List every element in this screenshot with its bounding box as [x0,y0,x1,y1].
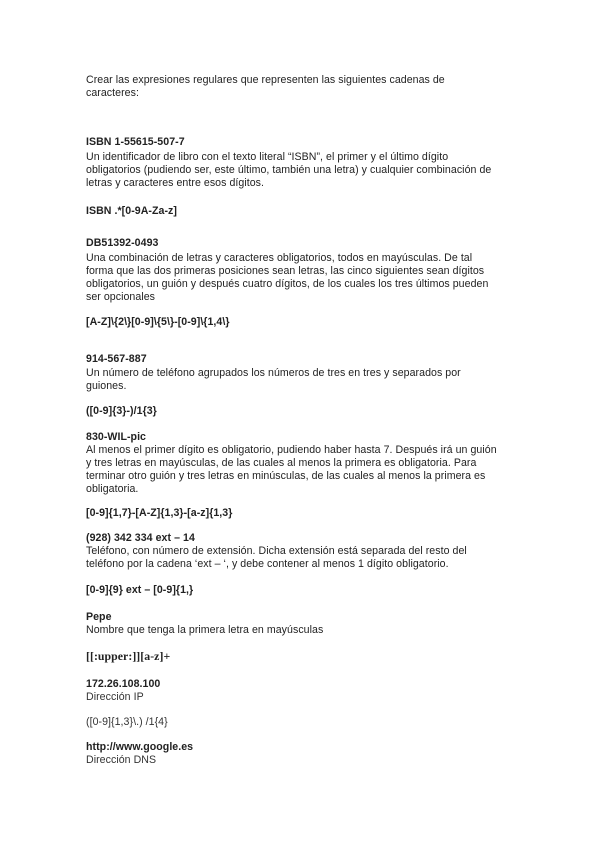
example-title: http://www.google.es [86,741,194,753]
example-description: terminar otro guión y tres letras en minúsculas, de las cuales al menos la primera es [86,470,486,482]
example-description: Una combinación de letras y caracteres obligatorios, todos en mayúsculas. De tal [86,252,473,264]
regex-answer: [0-9]{9} ext – [0-9]{1,} [86,584,194,596]
example-title: 830-WIL-pic [86,431,147,443]
example-description: ser opcionales [86,291,156,303]
example-description: y tres letras en mayúsculas, de las cuales al menos la primera es obligatoria. Para [86,457,477,469]
regex-answer: ([0-9]{3}-)/1{3} [86,405,157,417]
intro-line: caracteres: [86,87,139,99]
example-title: 172.26.108.100 [86,678,161,690]
example-description: Un identificador de libro con el texto literal “ISBN”, el primer y el último dígito [86,151,449,163]
example-description: teléfono por la cadena ‘ext – ‘, y debe contener al menos 1 dígito obligatorio. [86,558,449,570]
example-description: letras y caracteres entre esos dígitos. [86,177,265,189]
example-title: 914-567-887 [86,353,147,365]
intro-line: Crear las expresiones regulares que representen las siguientes cadenas de [86,74,445,86]
regex-answer: [[:upper:]][a-z]+ [86,649,171,663]
example-title: DB51392-0493 [86,237,159,249]
regex-answer: [0-9]{1,7}-[A-Z]{1,3}-[a-z]{1,3} [86,507,233,519]
regex-answer: [A-Z]\{2\}[0-9]\{5\}-[0-9]\{1,4\} [86,316,230,328]
example-description: guiones. [86,380,127,392]
example-description: obligatoria. [86,483,139,495]
example-description: obligatorios (pudiendo ser, este último, también una letra) y cualquier combinación de [86,164,492,176]
example-description: forma que las dos primeras posiciones sean letras, las cinco siguientes sean dígitos [86,265,485,277]
example-description: Dirección IP [86,691,144,703]
example-title: (928) 342 334 ext – 14 [86,532,195,544]
example-description: Nombre que tenga la primera letra en mayúsculas [86,624,324,636]
example-description: Teléfono, con número de extensión. Dicha extensión está separada del resto del [86,545,467,557]
example-title: Pepe [86,611,112,623]
example-description: Un número de teléfono agrupados los números de tres en tres y separados por [86,367,461,379]
regex-answer: ([0-9]{1,3}\.) /1{4} [86,716,168,728]
regex-answer: ISBN .*[0-9A-Za-z] [86,205,177,217]
example-title: ISBN 1-55615-507-7 [86,136,185,148]
example-description: Dirección DNS [86,754,157,766]
example-description: Al menos el primer dígito es obligatorio, pudiendo haber hasta 7. Después irá un guión [86,444,497,456]
example-description: obligatorios, un guión y después cuatro dígitos, de los cuales los tres últimos pueden [86,278,489,290]
